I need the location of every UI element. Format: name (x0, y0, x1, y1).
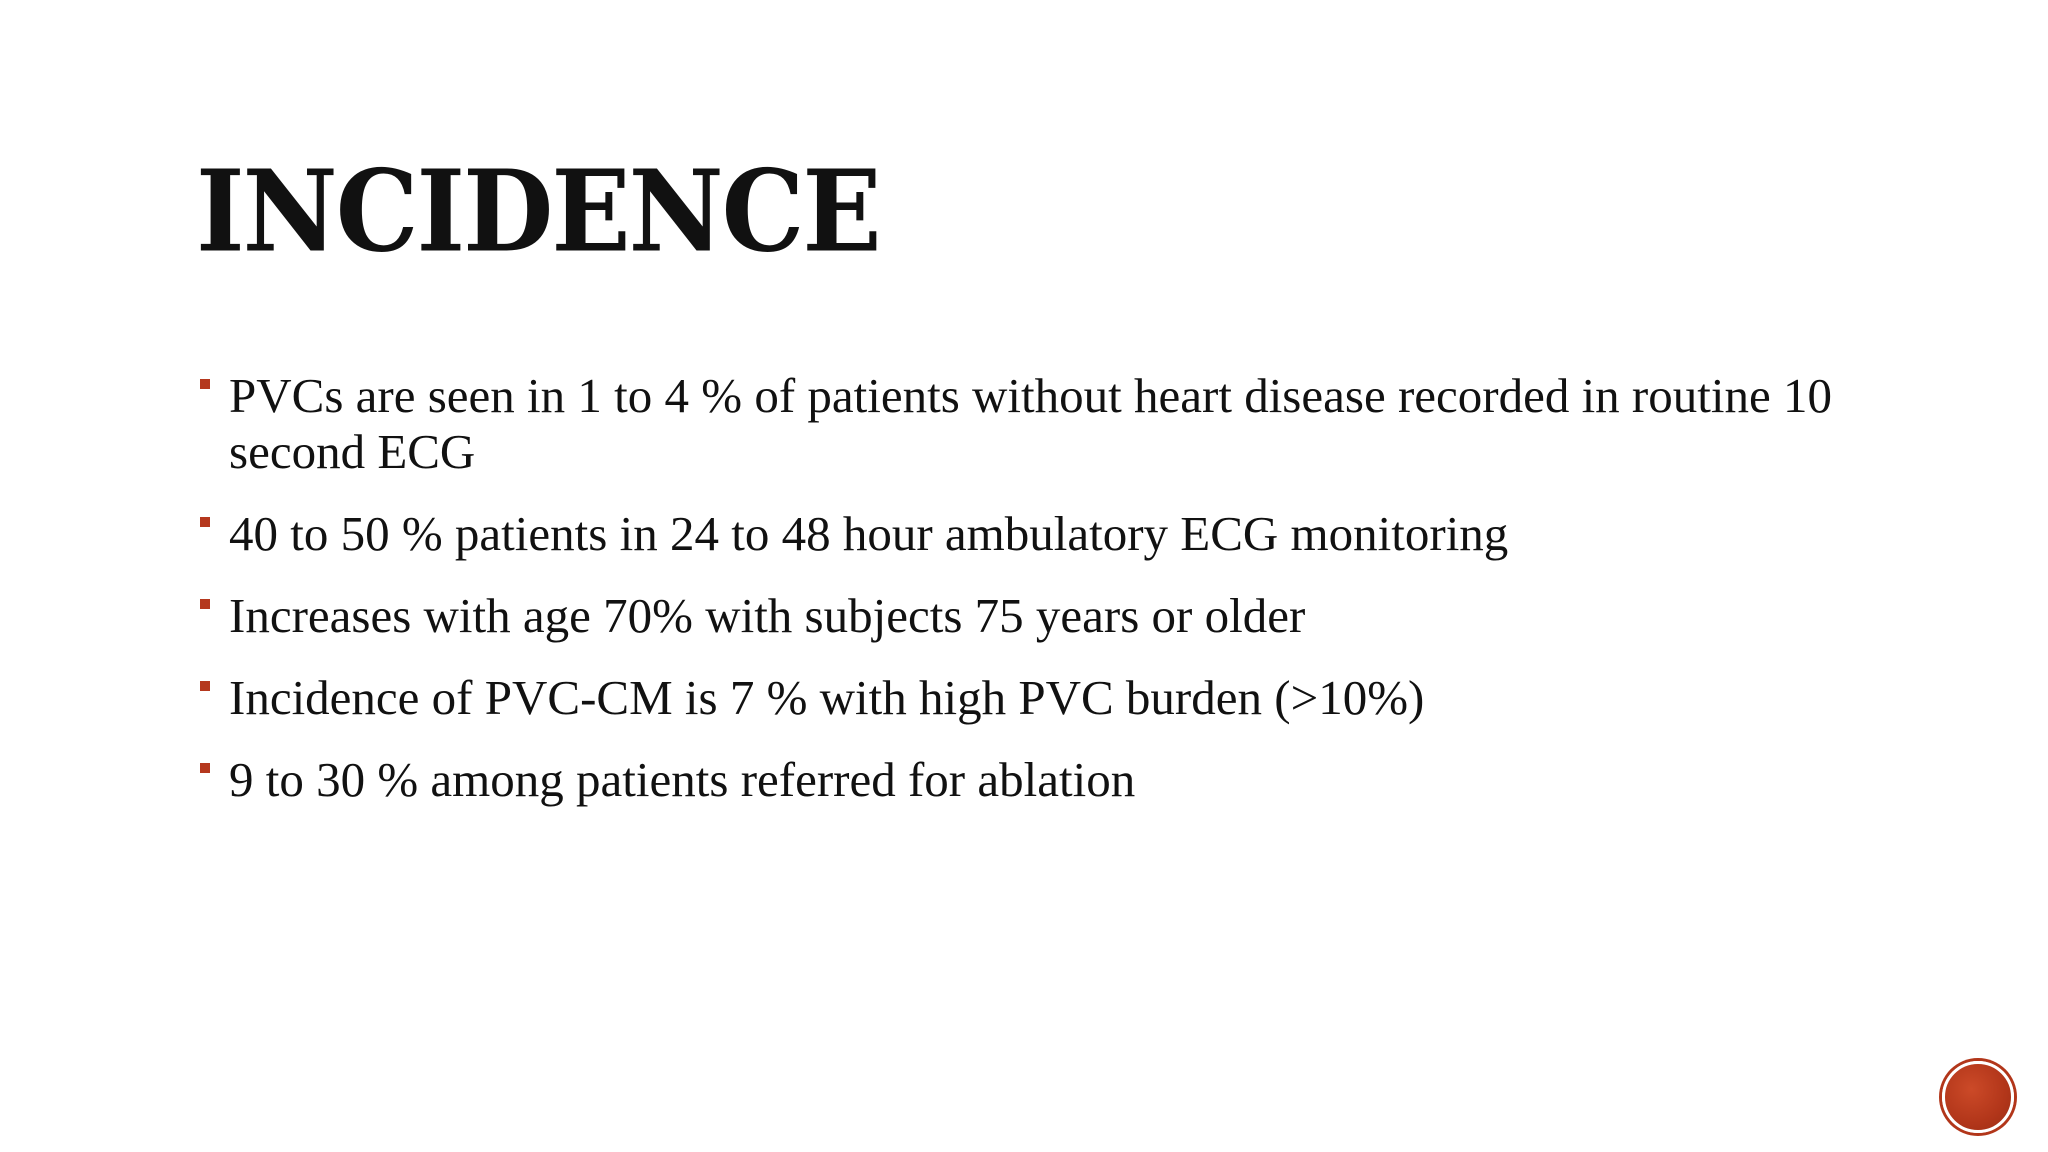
bullet-item (200, 506, 1920, 562)
bullet-text: PVCs are seen in 1 to 4 % of patients without heart disease recorded in routine 10 second ECG (229, 368, 1832, 479)
square-bullet-icon (200, 681, 210, 691)
bullet-item (200, 368, 1920, 480)
bullet-item (200, 752, 1920, 808)
bullet-list (200, 368, 1920, 834)
slide-title: INCIDENCE (196, 144, 880, 278)
bullet-text: 40 to 50 % patients in 24 to 48 hour ambulatory ECG monitoring (229, 506, 1509, 561)
bullet-text: Incidence of PVC-CM is 7 % with high PVC burden (>10%) (229, 670, 1425, 725)
square-bullet-icon (200, 763, 210, 773)
bullet-item (200, 588, 1920, 644)
square-bullet-icon (200, 517, 210, 527)
square-bullet-icon (200, 599, 210, 609)
square-bullet-icon (200, 379, 210, 389)
bullet-item (200, 670, 1920, 726)
circle-badge-icon (1942, 1061, 2014, 1133)
bullet-text: 9 to 30 % among patients referred for ablation (229, 752, 1136, 807)
bullet-text: Increases with age 70% with subjects 75 years or older (229, 588, 1306, 643)
